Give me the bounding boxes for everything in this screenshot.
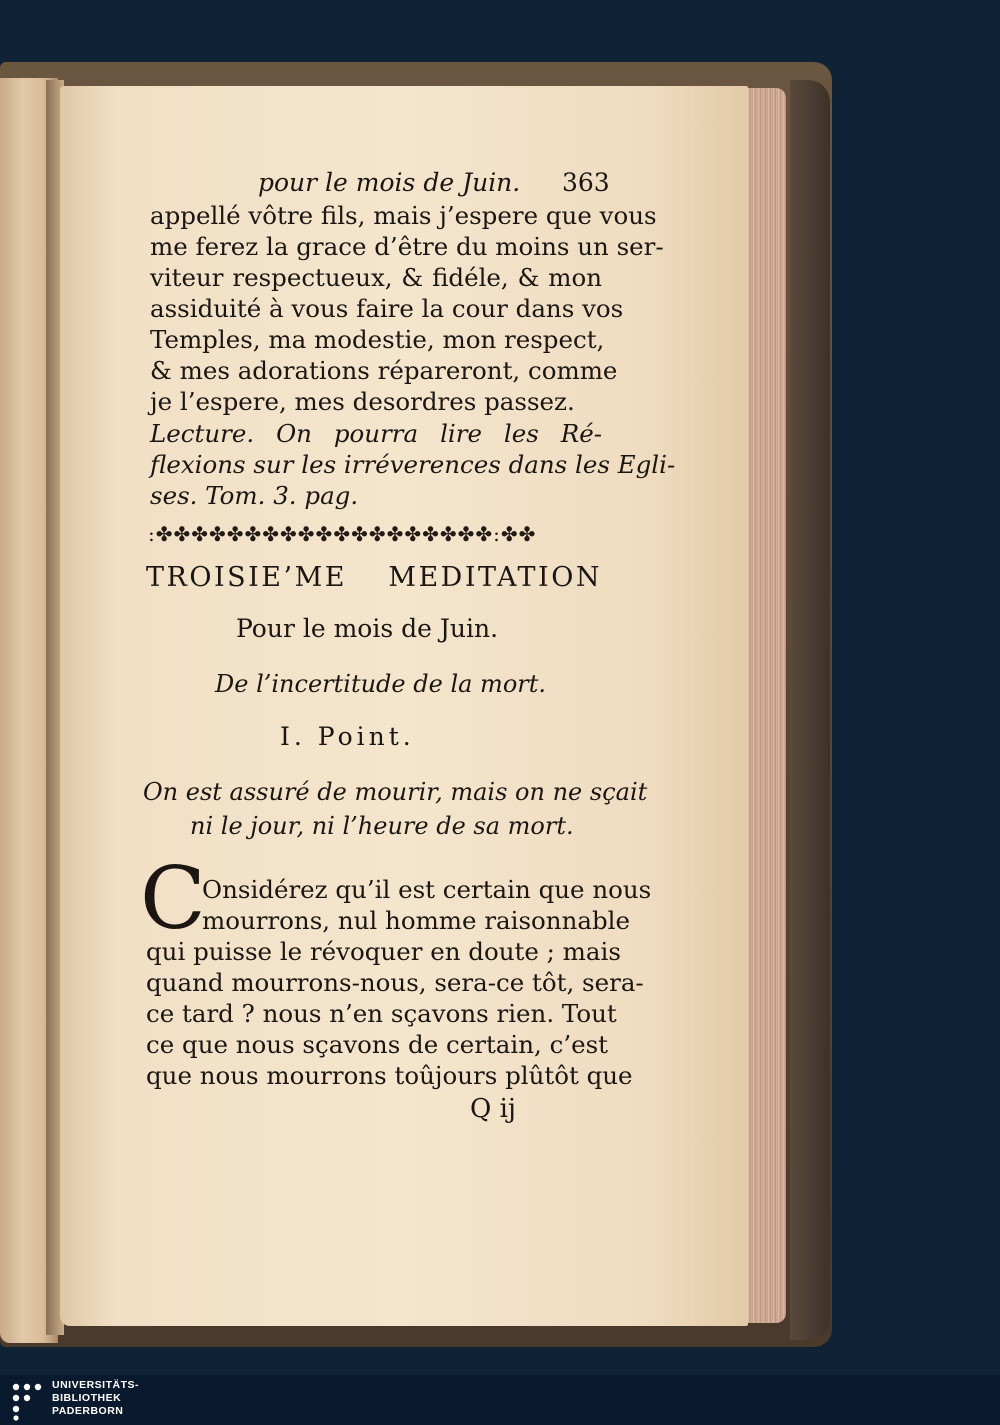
point-summary-line: On est assuré de mourir, mais on ne sçait xyxy=(143,778,648,806)
text-line: je l’espere, mes desordres passez. xyxy=(150,387,575,416)
text-line: que nous mourrons toûjours plûtôt que xyxy=(146,1061,633,1090)
book-cover-edge xyxy=(790,80,830,1340)
point-heading: I. Point. xyxy=(280,722,415,751)
library-name-line: UNIVERSITÄTS- xyxy=(52,1379,140,1391)
meditation-subtitle: Pour le mois de Juin. xyxy=(236,614,499,643)
footer-bar xyxy=(0,1375,1000,1425)
library-name xyxy=(52,1379,139,1418)
text-line: & mes adorations répareront, comme xyxy=(150,356,618,385)
text-line: Temples, ma modestie, mon respect, xyxy=(150,325,605,354)
decorative-ornament-band: :✤✤✤✤✤✤✤✤✤✤✤✤✤✤✤✤✤✤✤:✤✤ xyxy=(148,522,537,546)
point-summary-line: ni le jour, ni l’heure de sa mort. xyxy=(190,812,574,840)
text-line: ce tard ? nous n’en sçavons rien. Tout xyxy=(146,999,617,1028)
lecture-line: flexions sur les irréverences dans les Egli- xyxy=(150,450,676,479)
signature-mark: Q ij xyxy=(470,1094,516,1124)
text-line: appellé vôtre fils, mais j’espere que vous xyxy=(150,201,657,230)
page-block-edges xyxy=(742,88,786,1323)
drop-capital: C xyxy=(140,849,206,949)
text-line: viteur respectueux, & fidéle, & mon xyxy=(150,263,602,292)
text-line: Onsidérez qu’il est certain que nous xyxy=(202,875,652,904)
lecture-line: Lecture. On pourra lire les Ré- xyxy=(150,419,602,448)
lecture-line: ses. Tom. 3. pag. xyxy=(150,481,359,510)
text-line: me ferez la grace d’être du moins un ser- xyxy=(150,232,664,261)
meditation-title: TROISIE’ME MEDITATION xyxy=(146,562,602,593)
library-logo-icon xyxy=(8,1379,46,1421)
meditation-topic: De l’incertitude de la mort. xyxy=(215,670,547,698)
library-name-line: BIBLIOTHEK xyxy=(52,1392,122,1404)
text-line: quand mourrons-nous, sera-ce tôt, sera- xyxy=(146,968,644,997)
text-line: qui puisse le révoquer en doute ; mais xyxy=(146,937,621,966)
text-line: ce que nous sçavons de certain, c’est xyxy=(146,1030,609,1059)
text-line: assiduité à vous faire la cour dans vos xyxy=(150,294,624,323)
page-number: 363 xyxy=(562,168,610,197)
running-head: pour le mois de Juin. xyxy=(258,168,521,197)
library-name-line: PADERBORN xyxy=(52,1405,124,1417)
text-line: mourrons, nul homme raisonnable xyxy=(202,906,630,935)
